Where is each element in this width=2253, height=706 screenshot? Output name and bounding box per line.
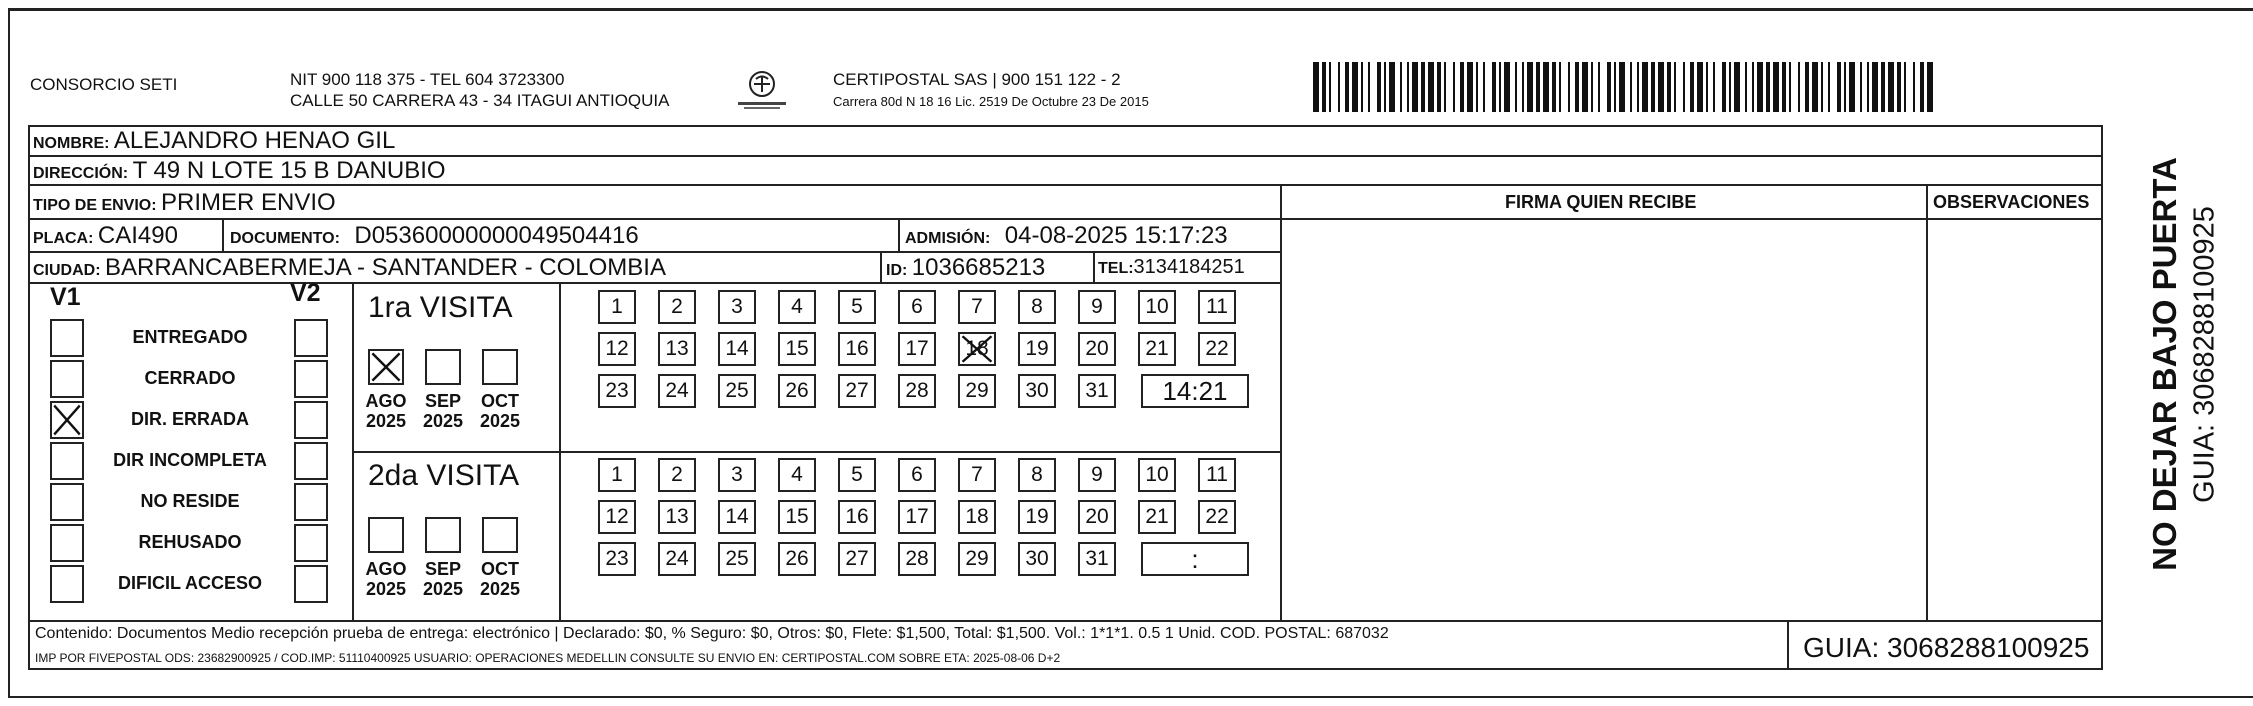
second-visit-day-10[interactable]: 10: [1138, 458, 1176, 492]
reason-label: DIFICIL ACCESO: [117, 573, 262, 593]
first-visit-day-11[interactable]: 11: [1198, 290, 1236, 324]
documento-value: D05360000000049504416: [354, 222, 639, 249]
reason-label: REHUSADO: [138, 532, 242, 552]
tel-label: TEL:: [1098, 260, 1134, 277]
placa-value: CAI490: [97, 222, 178, 249]
footer-divider: [28, 620, 2103, 622]
second-visit-day-17[interactable]: 17: [898, 500, 936, 534]
page-bottom-border: [8, 696, 2253, 698]
v1-checkbox[interactable]: [50, 565, 84, 603]
month-name: AGO: [365, 559, 407, 579]
first-visit-day-21[interactable]: 21: [1138, 332, 1176, 366]
v1-checkbox[interactable]: [50, 442, 84, 480]
admision-field: [905, 222, 1228, 250]
month-name: SEP: [424, 559, 462, 579]
direccion-row: [33, 157, 446, 185]
reason-label: ENTREGADO: [132, 327, 248, 347]
nombre-label: NOMBRE:: [33, 135, 110, 152]
v2-checkbox[interactable]: [294, 319, 328, 357]
side-text: [2110, 130, 2222, 600]
nit-line-1: NIT 900 118 375 - TEL 604 3723300: [290, 70, 565, 89]
second-visit-day-9[interactable]: 9: [1078, 458, 1116, 492]
second-visit-day-4[interactable]: 4: [778, 458, 816, 492]
day-cross-icon: [960, 334, 994, 364]
id-field: [886, 254, 1045, 282]
first-visit-day-31[interactable]: 31: [1078, 374, 1116, 408]
tipo-label: TIPO DE ENVIO:: [33, 197, 157, 214]
reason-label: DIR. ERRADA: [130, 409, 249, 429]
tipo-value: PRIMER ENVIO: [161, 189, 336, 216]
observaciones-header: OBSERVACIONES: [1933, 192, 2090, 212]
admision-divider: [898, 218, 900, 252]
reason-label: NO RESIDE: [140, 491, 240, 511]
first-visit-title: 1ra VISITA: [368, 291, 513, 324]
v2-checkbox[interactable]: [294, 360, 328, 398]
month-name: OCT: [481, 391, 519, 411]
first-visit-day-6[interactable]: 6: [898, 290, 936, 324]
page-top-border: [8, 8, 2253, 11]
second-visit-day-26[interactable]: 26: [778, 542, 816, 576]
second-visit-day-7[interactable]: 7: [958, 458, 996, 492]
month-name: AGO: [365, 391, 407, 411]
first-visit-day-10[interactable]: 10: [1138, 290, 1176, 324]
side-no-dejar: NO DEJAR BAJO PUERTA: [2146, 157, 2183, 571]
first-visit-day-4[interactable]: 4: [778, 290, 816, 324]
certipostal-line-1: CERTIPOSTAL SAS | 900 151 122 - 2: [833, 70, 1121, 89]
ciudad-field: [33, 254, 666, 282]
visits-mid-divider: [354, 451, 1281, 453]
footer-guia: GUIA: 3068288100925: [1803, 632, 2090, 663]
visits-section: [28, 279, 1281, 620]
first-visit-day-1[interactable]: 1: [598, 290, 636, 324]
page-left-border: [8, 8, 10, 698]
first-visit-month-label: [474, 391, 526, 431]
certipostal-logo-icon: [730, 68, 794, 112]
first-visit-day-20[interactable]: 20: [1078, 332, 1116, 366]
admision-value: 04-08-2025 15:17:23: [1004, 222, 1228, 249]
first-visit-day-19[interactable]: 19: [1018, 332, 1056, 366]
id-label: ID:: [886, 262, 908, 279]
second-visit-month-label: [474, 559, 526, 599]
month-year: 2025: [365, 579, 407, 599]
nombre-value: ALEJANDRO HENAO GIL: [113, 127, 396, 154]
second-visit-month-checkbox[interactable]: [425, 517, 461, 553]
row-divider-3: [28, 218, 1281, 220]
month-name: SEP: [424, 391, 462, 411]
second-visit-day-8[interactable]: 8: [1018, 458, 1056, 492]
first-visit-month-checkbox[interactable]: [368, 349, 404, 385]
tel-field: [1098, 256, 1245, 279]
v2-checkbox[interactable]: [294, 442, 328, 480]
ciudad-label: CIUDAD:: [33, 262, 101, 279]
month-year: 2025: [422, 411, 464, 431]
v1-checkbox[interactable]: [50, 360, 84, 398]
certipostal-line-2: Carrera 80d N 18 16 Lic. 2519 De Octubre 23 De 2015: [833, 94, 1149, 109]
v2-checkbox[interactable]: [294, 524, 328, 562]
tel-value: 3134184251: [1133, 256, 1245, 278]
placa-field: [33, 222, 178, 250]
side-guia: GUIA: 3068288100925: [2188, 206, 2221, 503]
second-visit-day-13[interactable]: 13: [658, 500, 696, 534]
footer-line-1: Contenido: Documentos Medio recepción prueba de entrega: electrónico | Declarado: $0, % Seguro: $0, Otros: $0, Flete: $1,500, Total: $1,500. Vol.: 1*1*1. 0.5 1 Unid. COD. POSTAL: 687032: [35, 625, 1389, 642]
v2-checkbox[interactable]: [294, 483, 328, 521]
company-name: CONSORCIO SETI: [30, 75, 178, 94]
first-visit-day-15[interactable]: 15: [778, 332, 816, 366]
second-visit-day-6[interactable]: 6: [898, 458, 936, 492]
month-year: 2025: [479, 411, 521, 431]
first-visit-day-24[interactable]: 24: [658, 374, 696, 408]
v2-checkbox[interactable]: [294, 565, 328, 603]
barcode: [1313, 62, 1933, 112]
month-year: 2025: [422, 579, 464, 599]
first-visit-month-label: [417, 391, 469, 431]
second-visit-day-22[interactable]: 22: [1198, 500, 1236, 534]
check-mark-icon: [52, 403, 82, 437]
guia-divider: [1787, 620, 1789, 670]
observaciones-left-divider: [1926, 184, 1928, 620]
first-visit-time-box[interactable]: 14:21: [1141, 374, 1249, 408]
second-visit-day-11[interactable]: 11: [1198, 458, 1236, 492]
placa-label: PLACA:: [33, 230, 94, 247]
second-visit-day-28[interactable]: 28: [898, 542, 936, 576]
first-visit-day-30[interactable]: 30: [1018, 374, 1056, 408]
v1-checkbox[interactable]: [50, 524, 84, 562]
second-visit-day-5[interactable]: 5: [838, 458, 876, 492]
v2-checkbox[interactable]: [294, 401, 328, 439]
first-visit-day-12[interactable]: 12: [598, 332, 636, 366]
month-name: OCT: [481, 559, 519, 579]
second-visit-day-14[interactable]: 14: [718, 500, 756, 534]
first-visit-day-29[interactable]: 29: [958, 374, 996, 408]
first-visit-day-28[interactable]: 28: [898, 374, 936, 408]
second-visit-day-30[interactable]: 30: [1018, 542, 1056, 576]
v1-checkbox[interactable]: [50, 401, 84, 439]
second-visit-day-20[interactable]: 20: [1078, 500, 1116, 534]
documento-label: DOCUMENTO:: [230, 230, 340, 247]
second-visit-month-checkbox[interactable]: [368, 517, 404, 553]
tipo-row: [33, 189, 336, 217]
firma-header: FIRMA QUIEN RECIBE: [1505, 192, 1697, 212]
v2-label: V2: [290, 279, 321, 307]
first-visit-day-26[interactable]: 26: [778, 374, 816, 408]
second-visit-title: 2da VISITA: [368, 459, 520, 492]
first-visit-day-13[interactable]: 13: [658, 332, 696, 366]
first-visit-day-23[interactable]: 23: [598, 374, 636, 408]
v1-checkbox[interactable]: [50, 319, 84, 357]
id-divider: [880, 251, 882, 283]
first-visit-day-18[interactable]: 18: [958, 332, 996, 366]
first-visit-day-14[interactable]: 14: [718, 332, 756, 366]
first-visit-day-17[interactable]: 17: [898, 332, 936, 366]
second-visit-month-label: [360, 559, 412, 599]
first-visit-day-27[interactable]: 27: [838, 374, 876, 408]
month-year: 2025: [479, 579, 521, 599]
first-visit-day-22[interactable]: 22: [1198, 332, 1236, 366]
first-visit-day-5[interactable]: 5: [838, 290, 876, 324]
second-visit-day-29[interactable]: 29: [958, 542, 996, 576]
second-visit-day-21[interactable]: 21: [1138, 500, 1176, 534]
direccion-value: T 49 N LOTE 15 B DANUBIO: [132, 157, 446, 184]
second-visit-day-12[interactable]: 12: [598, 500, 636, 534]
first-visit-day-3[interactable]: 3: [718, 290, 756, 324]
second-visit-day-18[interactable]: 18: [958, 500, 996, 534]
first-visit-day-8[interactable]: 8: [1018, 290, 1056, 324]
ciudad-value: BARRANCABERMEJA - SANTANDER - COLOMBIA: [105, 254, 666, 281]
second-visit-day-25[interactable]: 25: [718, 542, 756, 576]
v1-label: V1: [50, 283, 81, 311]
right-header-underline: [1280, 218, 2103, 220]
reason-label: CERRADO: [144, 368, 236, 388]
second-visit-time-box[interactable]: :: [1141, 542, 1249, 576]
second-visit-day-1[interactable]: 1: [598, 458, 636, 492]
second-visit-day-31[interactable]: 31: [1078, 542, 1116, 576]
second-visit-day-19[interactable]: 19: [1018, 500, 1056, 534]
first-visit-day-16[interactable]: 16: [838, 332, 876, 366]
admision-label: ADMISIÓN:: [905, 230, 991, 247]
tel-divider: [1093, 251, 1095, 283]
reason-label: DIR INCOMPLETA: [113, 450, 267, 470]
documento-field: [230, 222, 639, 250]
v1-checkbox[interactable]: [50, 483, 84, 521]
first-visit-day-9[interactable]: 9: [1078, 290, 1116, 324]
nit-line-2: CALLE 50 CARRERA 43 - 34 ITAGUI ANTIOQUIA: [290, 91, 670, 110]
first-visit-day-25[interactable]: 25: [718, 374, 756, 408]
direccion-label: DIRECCIÓN:: [33, 165, 129, 182]
first-visit-month-checkbox[interactable]: [482, 349, 518, 385]
second-visit-day-24[interactable]: 24: [658, 542, 696, 576]
first-visit-month-checkbox[interactable]: [425, 349, 461, 385]
footer-line-2: IMP POR FIVEPOSTAL ODS: 23682900925 / COD.IMP: 51110400925 USUARIO: OPERACIONES MEDELLIN CONSULTE SU ENVIO EN: CERTIPOSTAL.COM SOBRE ETA: 2025-08-06 D+2: [35, 651, 1061, 665]
first-visit-month-label: [360, 391, 412, 431]
second-visit-day-16[interactable]: 16: [838, 500, 876, 534]
check-mark-icon: [370, 351, 402, 383]
first-visit-day-2[interactable]: 2: [658, 290, 696, 324]
second-visit-day-23[interactable]: 23: [598, 542, 636, 576]
second-visit-month-label: [417, 559, 469, 599]
id-value: 1036685213: [911, 254, 1046, 281]
month-year: 2025: [365, 411, 407, 431]
second-visit-day-27[interactable]: 27: [838, 542, 876, 576]
second-visit-day-15[interactable]: 15: [778, 500, 816, 534]
second-visit-day-2[interactable]: 2: [658, 458, 696, 492]
second-visit-month-checkbox[interactable]: [482, 517, 518, 553]
second-visit-day-3[interactable]: 3: [718, 458, 756, 492]
nombre-row: [33, 127, 395, 155]
placa-divider: [222, 218, 224, 252]
first-visit-day-7[interactable]: 7: [958, 290, 996, 324]
